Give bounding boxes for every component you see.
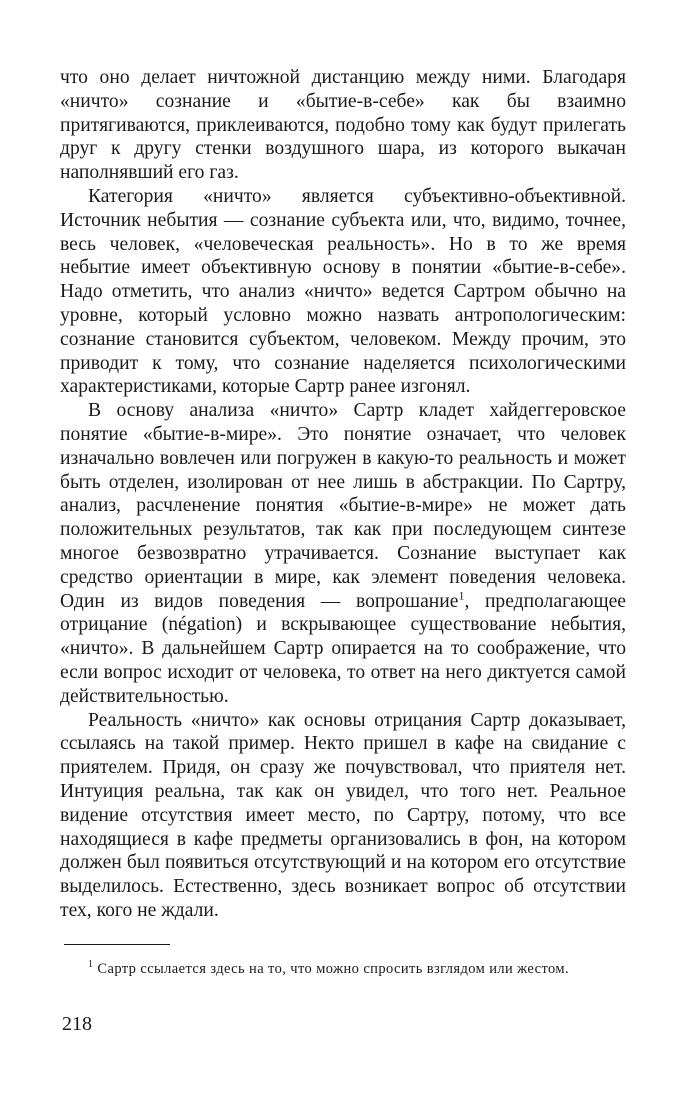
footnote [60, 960, 626, 979]
paragraph-1: что оно делает ничтожной дистанцию между ними. Благодаря «ничто» сознание и «бытие-в-себе» как бы взаимно притягиваются, приклеиваются, подобно тому как будут прилегать друг к другу стенки воздушного шара, из которого выкачан наполнявший его газ. [60, 67, 626, 184]
footnote-text: Сартр ссылается здесь на то, что можно спросить взглядом или жестом. [97, 961, 569, 977]
page-number: 218 [62, 1013, 92, 1035]
footnote-reference[interactable]: 1 [458, 588, 465, 602]
paragraph-3-text-start: В основу анализа «ничто» Сартр кладет хайдеггеровское понятие «бытие-в-мире». Это понятие означает, что человек изначально вовлечен или погружен в какую-то реальность и может быть отделен, изолирован от нее лишь в абстракции. По Сартру, анализ, расчленение понятия «бытие-в-мире» не может дать положительных результатов, так как при последующем синтезе многое безвозвратно утрачивается. Сознание выступает как средство ориентации в мире, как элемент поведения человека. Один из видов поведения — вопрошание [60, 400, 626, 612]
paragraph-4: Реальность «ничто» как основы отрицания Сартр доказывает, ссылаясь на такой пример. Некто пришел в кафе на свидание с приятелем. Придя, он сразу же почувствовал, что приятеля нет. Интуиция реальна, так как он увидел, что того нет. Реальное видение отсутствия имеет место, по Сартру, потому, что все находящиеся в кафе предметы организовались в фон, на котором должен был появиться отсутствующий и на котором его отсутствие выделилось. Естественно, здесь возникает вопрос об отсутствии тех, кого не ждали. [60, 709, 626, 921]
paragraph-3-text-end: , предполагающее отрицание (négation) и вскрывающее существование небытия, «ничто». В дальнейшем Сартр опирается на то соображение, что если вопрос исходит от человека, то ответ на него диктуется самой действительностью. [60, 590, 626, 707]
footnote-divider [64, 944, 170, 945]
paragraph-3 [60, 399, 626, 708]
paragraph-2: Категория «ничто» является субъективно-объективной. Источник небытия — сознание субъекта или, что, видимо, точнее, весь человек, «человеческая реальность». Но в то же время небытие имеет объективную основу в понятии «бытие-в-себе». Надо отметить, что анализ «ничто» ведется Сартром обычно на уровне, который условно можно назвать антропологическим: сознание становится субъектом, человеком. Между прочим, это приводит к тому, что сознание наделяется психологическими характеристиками, которые Сартр ранее изгонял. [60, 185, 626, 398]
footnote-number: 1 [88, 959, 94, 971]
page-body [60, 66, 626, 923]
